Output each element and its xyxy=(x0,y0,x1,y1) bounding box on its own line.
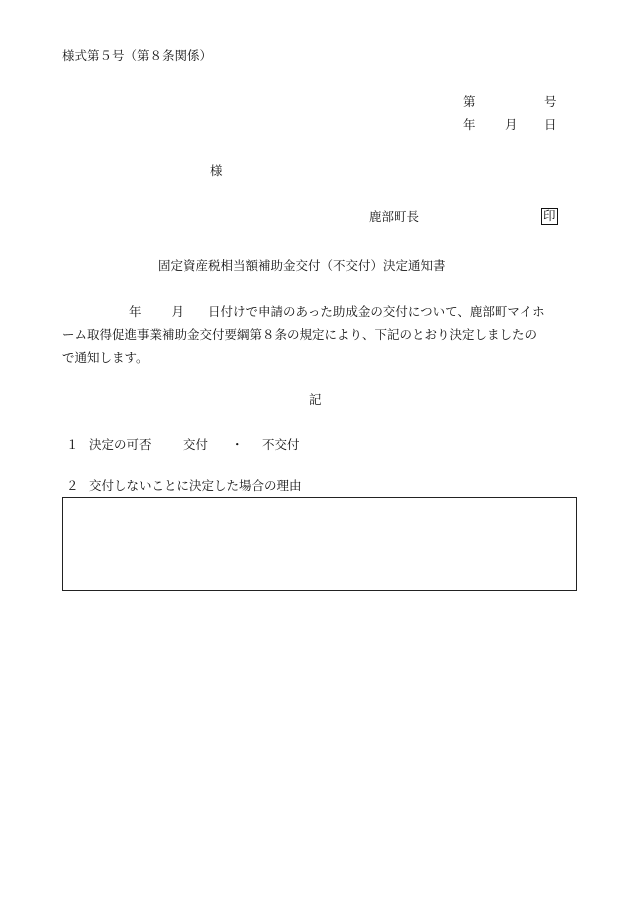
ki-heading: 記 xyxy=(309,392,322,407)
date-month: 月 xyxy=(505,117,518,132)
item-1-option-grant: 交付 xyxy=(183,437,209,452)
item-1-label: 決定の可否 xyxy=(89,437,152,452)
seal-mark xyxy=(541,208,558,225)
issuer: 鹿部町長 xyxy=(369,209,420,224)
body-paragraph xyxy=(62,300,582,369)
body-line-2: ーム取得促進事業補助金交付要綱第８条の規定により、下記のとおり決定しましたの xyxy=(62,327,538,342)
body-line-1-text: 日付けで申請のあった助成金の交付について、鹿部町マイホ xyxy=(208,304,545,319)
number-go: 号 xyxy=(544,94,557,109)
body-line-3: で通知します。 xyxy=(62,350,149,365)
number-dai: 第 xyxy=(463,94,476,109)
form-label: 様式第５号（第８条関係） xyxy=(62,48,213,63)
seal-text: 印 xyxy=(543,208,556,223)
reason-box xyxy=(62,497,577,591)
item-2-number: ２ xyxy=(66,478,79,493)
item-2-label: 交付しないことに決定した場合の理由 xyxy=(89,478,302,493)
body-line-1 xyxy=(62,300,582,323)
item-1-number: １ xyxy=(66,437,79,452)
addressee-suffix: 様 xyxy=(210,163,223,178)
date-year: 年 xyxy=(463,117,476,132)
date-day: 日 xyxy=(544,117,557,132)
body-month: 月 xyxy=(171,304,185,319)
item-1-option-nongrant: 不交付 xyxy=(262,437,300,452)
document-title: 固定資産税相当額補助金交付（不交付）決定通知書 xyxy=(158,258,446,273)
item-1-separator: ・ xyxy=(231,437,244,452)
body-year: 年 xyxy=(129,304,142,319)
